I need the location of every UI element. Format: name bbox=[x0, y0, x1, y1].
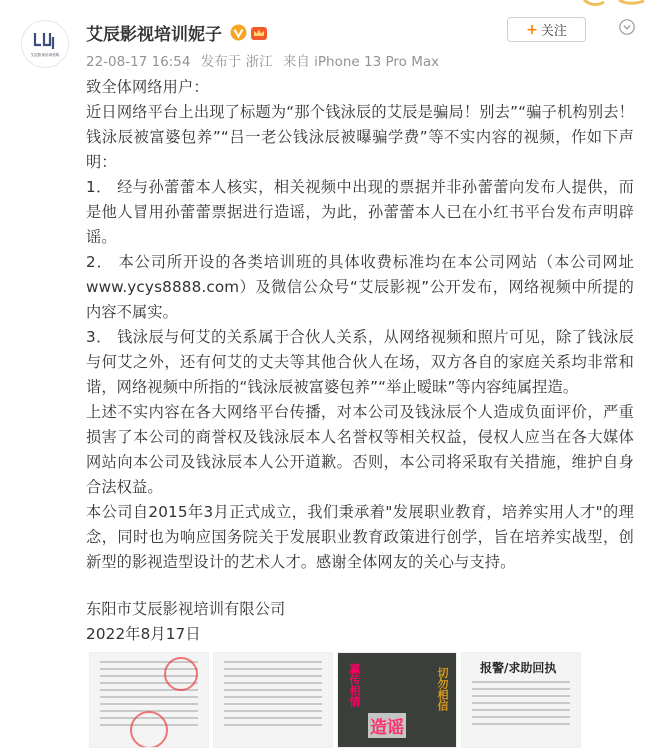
avatar[interactable] bbox=[21, 20, 69, 68]
post-paragraph: 1． 经与孙蕾蕾本人核实，相关视频中出现的票据并非孙蕾蕾向发布人提供，而是他人冒用孙蕾蕾票据进行造谣，为此，孙蕾蕾本人已在小红书平台发布声明辟谣。 bbox=[86, 178, 634, 246]
thumbnail-document-2[interactable] bbox=[213, 652, 333, 748]
post-paragraph: 3． 钱泳辰与何艾的关系属于合伙人关系，从网络视频和照片可见，除了钱泳辰与何艾之外，还有何艾的丈夫等其他合伙人在场，双方各自的家庭关系均非常和谐，网络视频中所指的“钱泳辰被富婆包养”“举止暧昧”等内容纯属捏造。 bbox=[86, 328, 634, 396]
doc-line bbox=[100, 703, 198, 705]
doc-line bbox=[224, 668, 322, 670]
doc-line bbox=[224, 703, 322, 705]
red-seal-icon bbox=[164, 657, 198, 691]
post-device: 来自 iPhone 13 Pro Max bbox=[282, 54, 440, 70]
post-date[interactable]: 22-08-17 16:54 bbox=[86, 54, 191, 70]
doc-line bbox=[472, 716, 570, 718]
author-name-text: 艾辰影视培训妮子 bbox=[86, 25, 222, 45]
doc-line bbox=[224, 724, 322, 726]
doc-line bbox=[472, 695, 570, 697]
post-paragraph: 本公司自2015年3月正式成立，我们秉承着"发展职业教育，培养实用人才"的理念，同时也为响应国务院关于发展职业教育政策进行创学，旨在培养实战型，创新型的影视造型设计的艺术人才。感谢全体网友的关心与支持。 bbox=[86, 503, 634, 571]
chevron-down-icon[interactable] bbox=[619, 19, 635, 35]
follow-button[interactable] bbox=[507, 17, 586, 42]
post-paragraph: 上述不实内容在各大网络平台传播，对本公司及钱泳辰个人造成负面评价，严重损害了本公司的商誉权及钱泳辰本人名誉权等相关权益，侵权人应当在各大媒体网站向本公司及钱泳辰本人公开道歉。否则，本公司将采取有关措施，维护自身合法权益。 bbox=[86, 403, 634, 496]
post-paragraph: 2． 本公司所开设的各类培训班的具体收费标准均在本公司网站（本公司网址www.ycys8888.com）及微信公众号“艾辰影视”公开发布，网络视频中所提的内容不属实。 bbox=[86, 253, 634, 321]
doc-line bbox=[472, 709, 570, 711]
doc-line bbox=[224, 661, 322, 663]
doc-line bbox=[472, 723, 570, 725]
doc-line bbox=[472, 688, 570, 690]
overlay-text-left: 赢传相情 bbox=[348, 663, 361, 707]
signature-date: 2022年8月17日 bbox=[86, 625, 201, 643]
post-location: 发布于 浙江 bbox=[200, 54, 273, 70]
thumbnail-phone-screenshot[interactable] bbox=[337, 652, 457, 748]
post-paragraph: 致全体网络用户： bbox=[86, 78, 209, 96]
decoration-icon bbox=[574, 0, 649, 10]
plus-icon: + bbox=[526, 21, 538, 38]
vip-crown-icon bbox=[250, 24, 268, 41]
receipt-title: 报警/求助回执 bbox=[480, 661, 557, 675]
document-text-lines bbox=[224, 661, 322, 731]
doc-line bbox=[472, 681, 570, 683]
doc-line bbox=[224, 717, 322, 719]
doc-line bbox=[224, 689, 322, 691]
verified-badge-icon bbox=[230, 24, 247, 41]
author-name[interactable] bbox=[86, 20, 268, 45]
overlay-text-right: 切勿相信 bbox=[436, 667, 449, 711]
overlay-text-center: 造谣 bbox=[368, 713, 406, 738]
doc-line bbox=[224, 696, 322, 698]
post-meta bbox=[86, 50, 445, 70]
doc-line bbox=[224, 682, 322, 684]
doc-line bbox=[100, 696, 198, 698]
doc-line bbox=[472, 702, 570, 704]
avatar-caption: 艾辰影视培训机构 bbox=[30, 51, 60, 57]
red-seal-icon bbox=[130, 711, 168, 748]
doc-line bbox=[224, 675, 322, 677]
thumbnail-document-1[interactable] bbox=[89, 652, 209, 748]
brand-logo-icon bbox=[32, 31, 58, 51]
post-paragraph: 近日网络平台上出现了标题为“那个钱泳辰的艾辰是骗局！别去”“骗子机构别去！钱泳辰被富婆包养”“吕一老公钱泳辰被曝骗学费”等不实内容的视频，作如下声明： bbox=[86, 103, 634, 171]
follow-label: 关注 bbox=[540, 24, 567, 39]
document-text-lines bbox=[472, 681, 570, 730]
signature-company: 东阳市艾辰影视培训有限公司 bbox=[86, 600, 286, 618]
post-body bbox=[86, 75, 634, 647]
thumbnail-police-receipt[interactable] bbox=[461, 652, 581, 748]
doc-line bbox=[224, 710, 322, 712]
